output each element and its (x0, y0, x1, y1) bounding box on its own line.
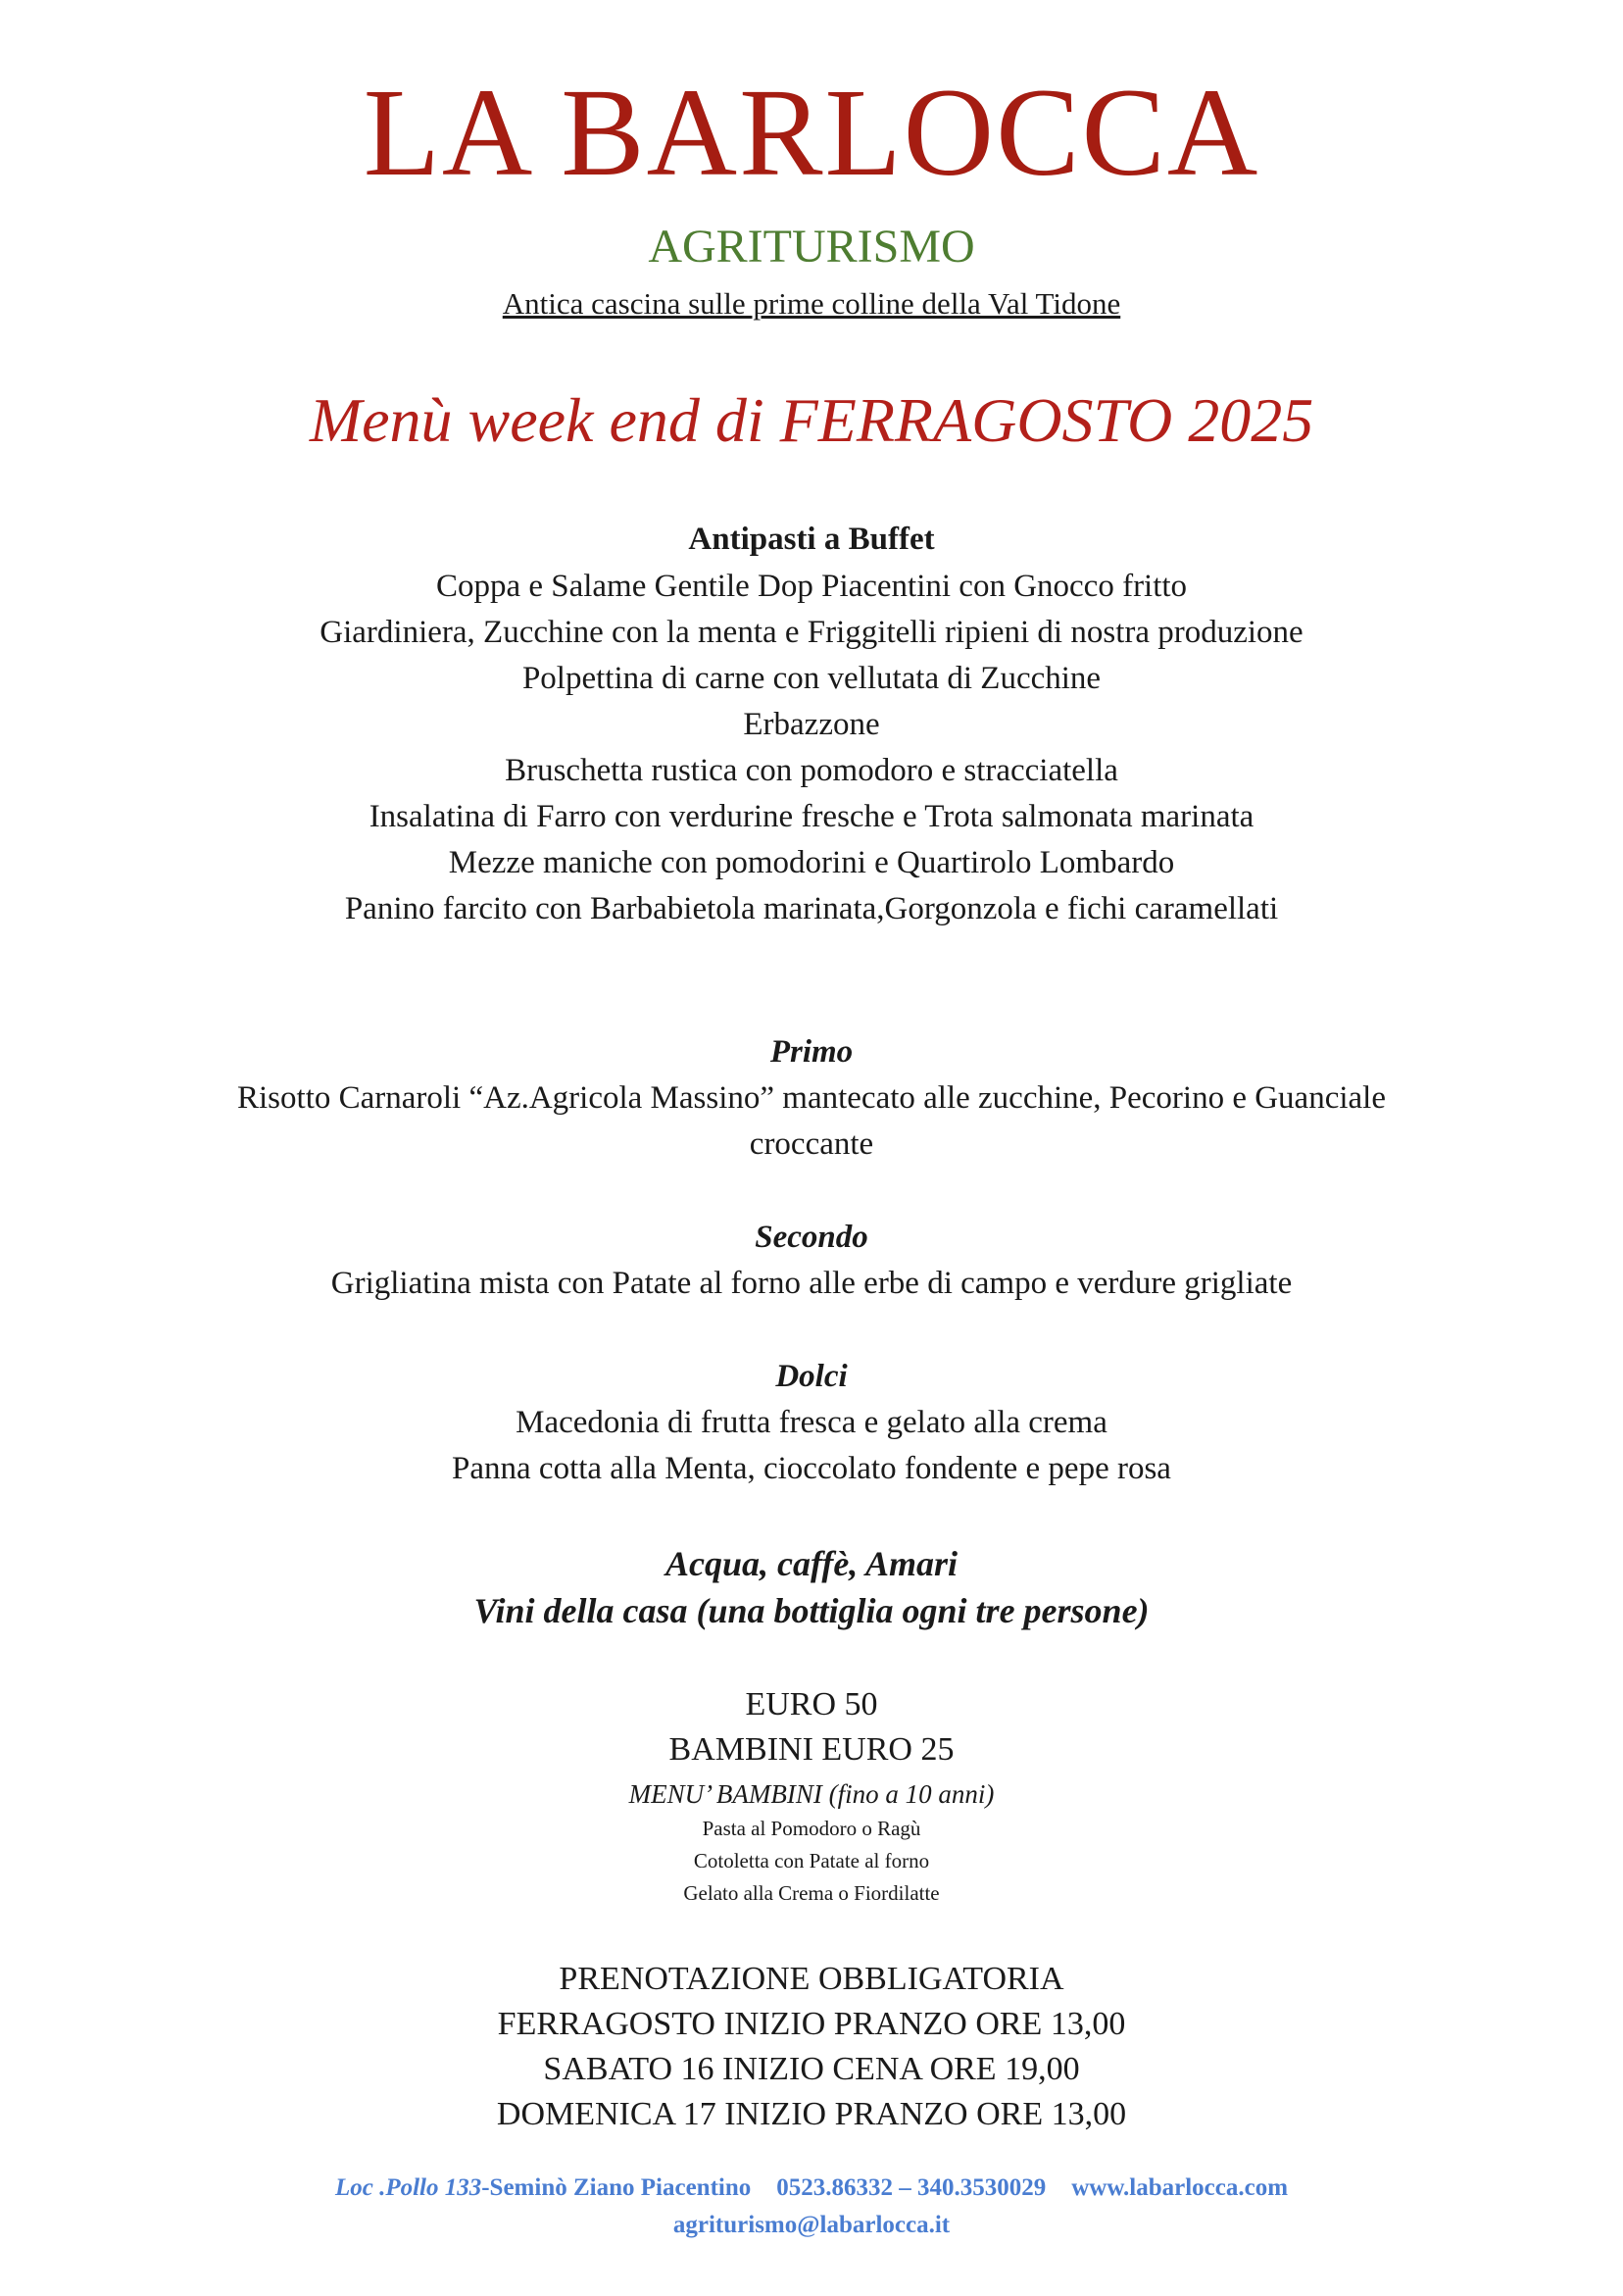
price-kids: BAMBINI EURO 25 (668, 1731, 955, 1768)
section-heading-antipasti: Antipasti a Buffet (688, 522, 935, 557)
menu-item: Mezze maniche con pomodorini e Quartirolo Lombardo (448, 845, 1175, 880)
menu-item: Risotto Carnaroli “Az.Agricola Massino” mantecato alle zucchine, Pecorino e Guanciale (237, 1080, 1386, 1116)
footer-email-link[interactable]: agriturismo@labarlocca.it (672, 2212, 951, 2238)
menu-item: Macedonia di frutta fresca e gelato alla crema (516, 1405, 1107, 1440)
footer-location: Loc .Pollo 133 (334, 2174, 482, 2201)
booking-line: FERRAGOSTO INIZIO PRANZO ORE 13,00 (497, 2006, 1126, 2042)
kids-menu-item: Gelato alla Crema o Fiordilatte (683, 1881, 940, 1905)
booking-line: PRENOTAZIONE OBBLIGATORIA (559, 1961, 1064, 1997)
menu-item: Giardiniera, Zucchine con la menta e Friggitelli ripieni di nostra produzione (320, 615, 1303, 650)
menu-item: croccante (749, 1126, 874, 1162)
booking-line: DOMENICA 17 INIZIO PRANZO ORE 13,00 (496, 2096, 1127, 2132)
section-heading-primo: Primo (769, 1034, 854, 1070)
section-heading-dolci: Dolci (775, 1359, 848, 1394)
menu-item: Coppa e Salame Gentile Dop Piacentini con Gnocco fritto (435, 569, 1188, 604)
menu-title: Menù week end di FERRAGOSTO 2025 (309, 385, 1314, 455)
booking-line: SABATO 16 INIZIO CENA ORE 19,00 (543, 2051, 1080, 2087)
footer-phones: 0523.86332 – 340.3530029 (776, 2174, 1047, 2201)
brand-subtitle: AGRITURISMO (648, 221, 975, 273)
footer-locality: -Seminò Ziano Piacentino (481, 2174, 752, 2201)
menu-item: Panino farcito con Barbabietola marinata,Gorgonzola e fichi caramellati (344, 891, 1279, 926)
kids-menu-heading: MENU’ BAMBINI (fino a 10 anni) (628, 1779, 995, 1809)
menu-item: Insalatina di Farro con verdurine fresche e Trota salmonata marinata (369, 799, 1254, 834)
beverages-line: Vini della casa (una bottiglia ogni tre persone) (473, 1591, 1150, 1630)
kids-menu-item: Cotoletta con Patate al forno (693, 1849, 930, 1872)
menu-item: Erbazzone (743, 707, 880, 742)
footer-website-link[interactable]: www.labarlocca.com (1071, 2174, 1289, 2201)
section-heading-secondo: Secondo (755, 1220, 868, 1255)
menu-item: Panna cotta alla Menta, cioccolato fondente e pepe rosa (452, 1451, 1171, 1486)
menu-item: Polpettina di carne con vellutata di Zucchine (521, 661, 1102, 696)
menu-item: Grigliatina mista con Patate al forno alle erbe di campo e verdure grigliate (330, 1266, 1293, 1301)
brand-name: LA BARLOCCA (363, 63, 1260, 202)
footer-contacts (0, 2174, 1623, 2202)
tagline: Antica cascina sulle prime colline della Val Tidone (502, 286, 1121, 321)
menu-item: Bruschetta rustica con pomodoro e stracciatella (505, 753, 1118, 788)
price-adult: EURO 50 (745, 1686, 878, 1722)
kids-menu-item: Pasta al Pomodoro o Ragù (702, 1817, 921, 1840)
beverages-line: Acqua, caffè, Amari (665, 1544, 958, 1583)
